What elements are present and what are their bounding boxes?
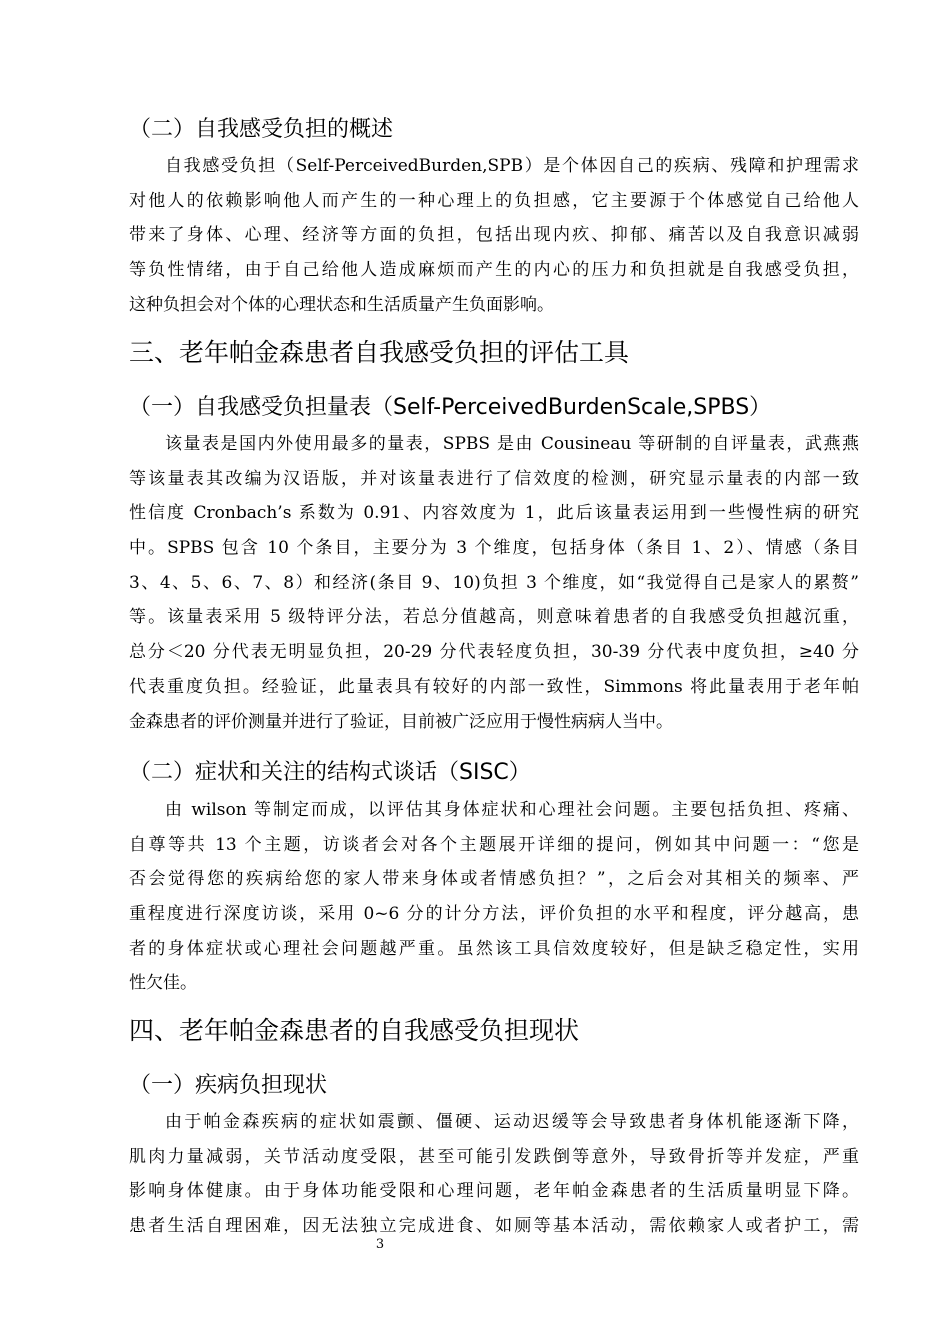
paragraph-disease-burden (129, 1105, 859, 1244)
paragraph-line: 肌肉力量减弱，关节活动度受限，甚至可能引发跌倒等意外，导致骨折等并发症，严重 (129, 1146, 859, 1167)
section-heading-sisc: （二）症状和关注的结构式谈话（SISC） (129, 760, 531, 785)
paragraph-spbs (129, 427, 859, 739)
paragraph-line: 中。SPBS 包含 10 个条目，主要分为 3 个维度，包括身体（条目 1、2）、情感（条目 (129, 538, 859, 559)
paragraph-line: 金森患者的评价测量并进行了验证，目前被广泛应用于慢性病病人当中。 (129, 711, 673, 732)
chapter-heading-current-status: 四、老年帕金森患者的自我感受负担现状 (129, 1016, 580, 1045)
page-number: 3 (375, 1237, 385, 1252)
paragraph-line: 否会觉得您的疾病给您的家人带来身体或者情感负担？”，之后会对其相关的频率、严 (129, 869, 859, 890)
paragraph-line: 对他人的依赖影响他人而产生的一种心理上的负担感，它主要源于个体感觉自己给他人 (129, 190, 859, 211)
paragraph-sisc (129, 793, 859, 1001)
paragraph-line: 性信度 Cronbach’s 系数为 0.91、内容效度为 1，此后该量表运用到一些慢性病的研究 (129, 503, 859, 524)
paragraph-line: 这种负担会对个体的心理状态和生活质量产生负面影响。 (129, 294, 554, 315)
paragraph-line: 性欠佳。 (129, 973, 197, 994)
paragraph-line: 由于帕金森疾病的症状如震颤、僵硬、运动迟缓等会导致患者身体机能逐渐下降， (165, 1112, 859, 1132)
paragraph-line: 代表重度负担。经验证，此量表具有较好的内部一致性，Simmons 将此量表用于老年帕 (129, 676, 859, 697)
paragraph-line: 影响身体健康。由于身体功能受限和心理问题，老年帕金森患者的生活质量明显下降。 (129, 1181, 859, 1202)
paragraph-line: 患者生活自理困难，因无法独立完成进食、如厕等基本活动，需依赖家人或者护工，需 (129, 1216, 859, 1237)
paragraph-line: 重程度进行深度访谈，采用 0~6 分的计分方法，评价负担的水平和程度，评分越高，患 (129, 904, 859, 925)
paragraph-line: 由 wilson 等制定而成，以评估其身体症状和心理社会问题。主要包括负担、疼痛、 (165, 800, 859, 820)
section-heading-spbs: （一）自我感受负担量表（Self-PerceivedBurdenScale,SPBS） (129, 395, 772, 420)
paragraph-line: 自我感受负担（Self-PerceivedBurden,SPB）是个体因自己的疾病、残障和护理需求 (165, 156, 859, 176)
paragraph-spb-overview (129, 149, 859, 322)
section-heading-disease-burden: （一）疾病负担现状 (129, 1073, 328, 1098)
paragraph-line: 等。该量表采用 5 级特评分法，若总分值越高，则意味着患者的自我感受负担越沉重， (129, 607, 859, 628)
paragraph-line: 等该量表其改编为汉语版，并对该量表进行了信效度的检测，研究显示量表的内部一致 (129, 468, 859, 489)
section-heading-spb-overview: （二）自我感受负担的概述 (129, 117, 394, 142)
paragraph-line: 3、4、5、6、7、8）和经济(条目 9、10)负担 3 个维度，如“我觉得自己是家人的累赘” (129, 572, 859, 593)
paragraph-line: 该量表是国内外使用最多的量表，SPBS 是由 Cousineau 等研制的自评量表，武燕燕 (165, 434, 859, 454)
paragraph-line: 者的身体症状或心理社会问题越严重。虽然该工具信效度较好，但是缺乏稳定性，实用 (129, 938, 859, 959)
paragraph-line: 自尊等共 13 个主题，访谈者会对各个主题展开详细的提问，例如其中问题一：“您是 (129, 834, 859, 855)
paragraph-line: 等负性情绪，由于自己给他人造成麻烦而产生的内心的压力和负担就是自我感受负担， (129, 260, 859, 281)
paragraph-line: 带来了身体、心理、经济等方面的负担，包括出现内疚、抑郁、痛苦以及自我意识减弱 (129, 225, 859, 246)
paragraph-line: 总分＜20 分代表无明显负担，20-29 分代表轻度负担，30-39 分代表中度负担，≥40 分 (129, 642, 859, 663)
chapter-heading-assessment-tools: 三、老年帕金森患者自我感受负担的评估工具 (129, 338, 630, 367)
